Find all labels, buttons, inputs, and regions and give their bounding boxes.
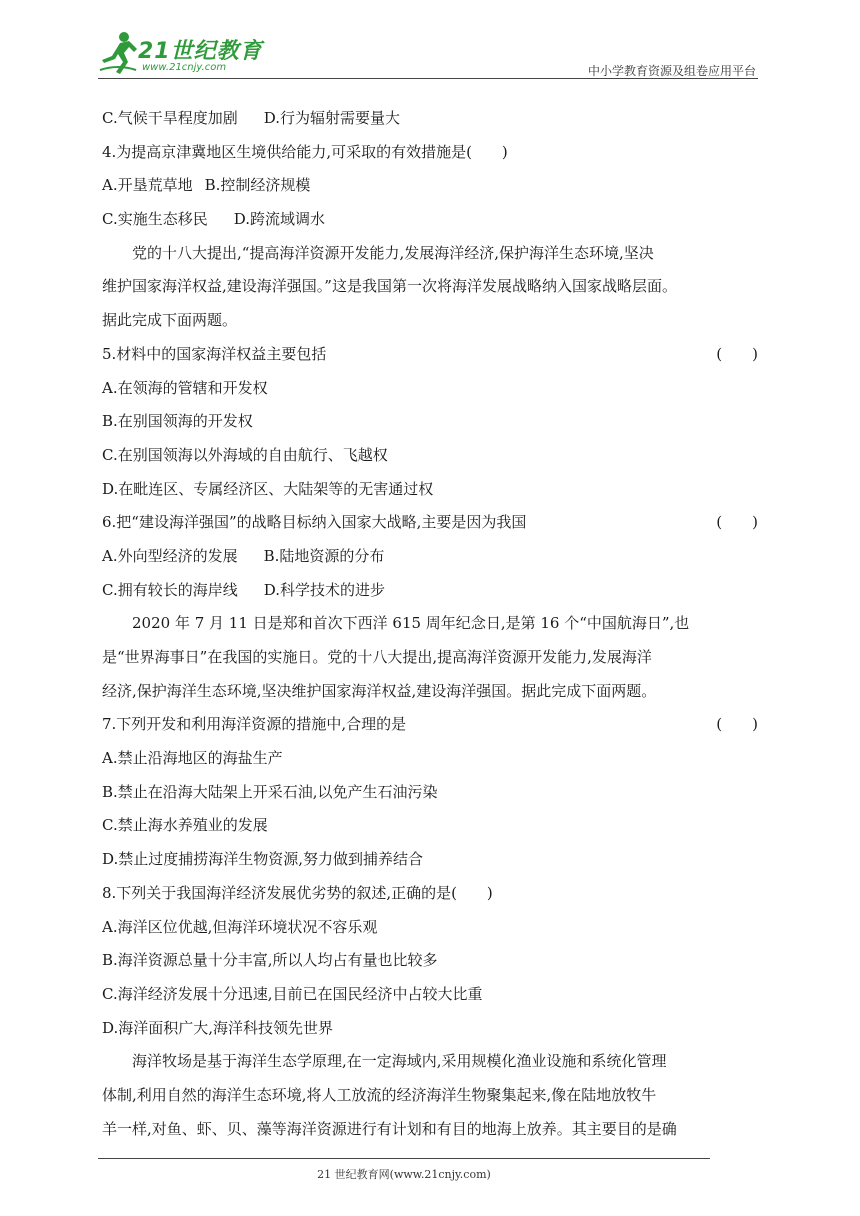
site-logo xyxy=(98,28,268,78)
q4-stem: 4.为提高京津冀地区生境供给能力,可采取的有效措施是( ) xyxy=(102,142,508,161)
q6-option-a: A.外向型经济的发展 xyxy=(102,546,238,565)
q6-option-d: D.科学技术的进步 xyxy=(263,580,385,599)
material-paragraph-1: 党的十八大提出,“提高海洋资源开发能力,发展海洋经济,保护海洋生态环境,坚决 xyxy=(132,243,654,262)
q8-option-b: B.海洋资源总量十分丰富,所以人均占有量也比较多 xyxy=(102,951,438,970)
q6-options-cd xyxy=(102,574,762,608)
page-header xyxy=(98,28,758,80)
q4-option-a: A.开垦荒草地 xyxy=(102,176,193,195)
q5-option-d: D.在毗连区、专属经济区、大陆架等的无害通过权 xyxy=(102,479,434,498)
material-paragraph-3-cont: 体制,利用自然的海洋生态环境,将人工放流的经济海洋生物聚集起来,像在陆地放牧牛 xyxy=(102,1085,657,1104)
q7-option-d: D.禁止过度捕捞海洋生物资源,努力做到捕养结合 xyxy=(102,850,424,869)
answer-paren: ( ) xyxy=(716,513,758,532)
q4-options-ab xyxy=(102,169,762,203)
logo-text: 21世纪教育 xyxy=(138,39,263,64)
header-divider xyxy=(98,78,758,79)
page-footer: 21 世纪教育网(www.21cnjy.com) xyxy=(317,1168,491,1181)
q7-option-c: C.禁止海水养殖业的发展 xyxy=(102,816,268,835)
q4-option-b: B.控制经济规模 xyxy=(204,176,311,195)
q5-option-b: B.在别国领海的开发权 xyxy=(102,412,253,431)
logo-url: www.21cnjy.com xyxy=(142,62,227,73)
q8-option-a: A.海洋区位优越,但海洋环境状况不容乐观 xyxy=(102,917,378,936)
document-body xyxy=(102,102,762,1146)
material-paragraph-1-end: 据此完成下面两题。 xyxy=(102,311,238,330)
platform-name: 中小学教育资源及组卷应用平台 xyxy=(587,64,756,78)
material-paragraph-3: 海洋牧场是基于海洋生态学原理,在一定海域内,采用规模化渔业设施和系统化管理 xyxy=(132,1052,667,1071)
q7-stem: 7.下列开发和利用海洋资源的措施中,合理的是 ( ) xyxy=(102,708,762,742)
q7-option-b: B.禁止在沿海大陆架上开采石油,以免产生石油污染 xyxy=(102,782,438,801)
q6-option-c: C.拥有较长的海岸线 xyxy=(102,580,238,599)
material-paragraph-1-cont: 维护国家海洋权益,建设海洋强国。”这是我国第一次将海洋发展战略纳入国家战略层面。 xyxy=(102,277,677,296)
material-paragraph-3-cont2: 羊一样,对鱼、虾、贝、藻等海洋资源进行有计划和有目的地海上放养。其主要目的是确 xyxy=(102,1119,677,1138)
q8-stem: 8.下列关于我国海洋经济发展优劣势的叙述,正确的是( ) xyxy=(102,883,493,902)
q4-options-cd xyxy=(102,203,762,237)
q6-stem: 6.把“建设海洋强国”的战略目标纳入国家大战略,主要是因为我国 ( ) xyxy=(102,506,762,540)
q3-option-c: C.气候干旱程度加剧 xyxy=(102,109,238,127)
material-paragraph-2: 2020 年 7 月 11 日是郑和首次下西洋 615 周年纪念日,是第 16 个“中国航海日”,也 xyxy=(132,614,690,633)
q3-options-cd xyxy=(102,102,762,136)
q5-stem: 5.材料中的国家海洋权益主要包括 ( ) xyxy=(102,338,762,372)
material-paragraph-2-cont: 是“世界海事日”在我国的实施日。党的十八大提出,提高海洋资源开发能力,发展海洋 xyxy=(102,648,652,666)
footer-divider xyxy=(98,1158,710,1159)
q6-options-ab xyxy=(102,540,762,574)
q4-option-c: C.实施生态移民 xyxy=(102,210,208,229)
q7-option-a: A.禁止沿海地区的海盐生产 xyxy=(102,749,283,768)
q8-option-d: D.海洋面积广大,海洋科技领先世界 xyxy=(102,1018,334,1037)
answer-paren: ( ) xyxy=(716,715,758,734)
q6-option-b: B.陆地资源的分布 xyxy=(263,546,385,565)
material-paragraph-2-end: 经济,保护海洋生态环境,坚决维护国家海洋权益,建设海洋强国。据此完成下面两题。 xyxy=(102,681,657,700)
q5-option-a: A.在领海的管辖和开发权 xyxy=(102,378,268,397)
answer-paren: ( ) xyxy=(716,344,758,363)
runner-logo-icon xyxy=(98,30,138,76)
q3-option-d: D.行为辐射需要量大 xyxy=(263,109,400,127)
q5-option-c: C.在别国领海以外海域的自由航行、飞越权 xyxy=(102,445,388,464)
q8-option-c: C.海洋经济发展十分迅速,目前已在国民经济中占较大比重 xyxy=(102,984,483,1003)
q4-option-d: D.跨流域调水 xyxy=(233,210,325,229)
